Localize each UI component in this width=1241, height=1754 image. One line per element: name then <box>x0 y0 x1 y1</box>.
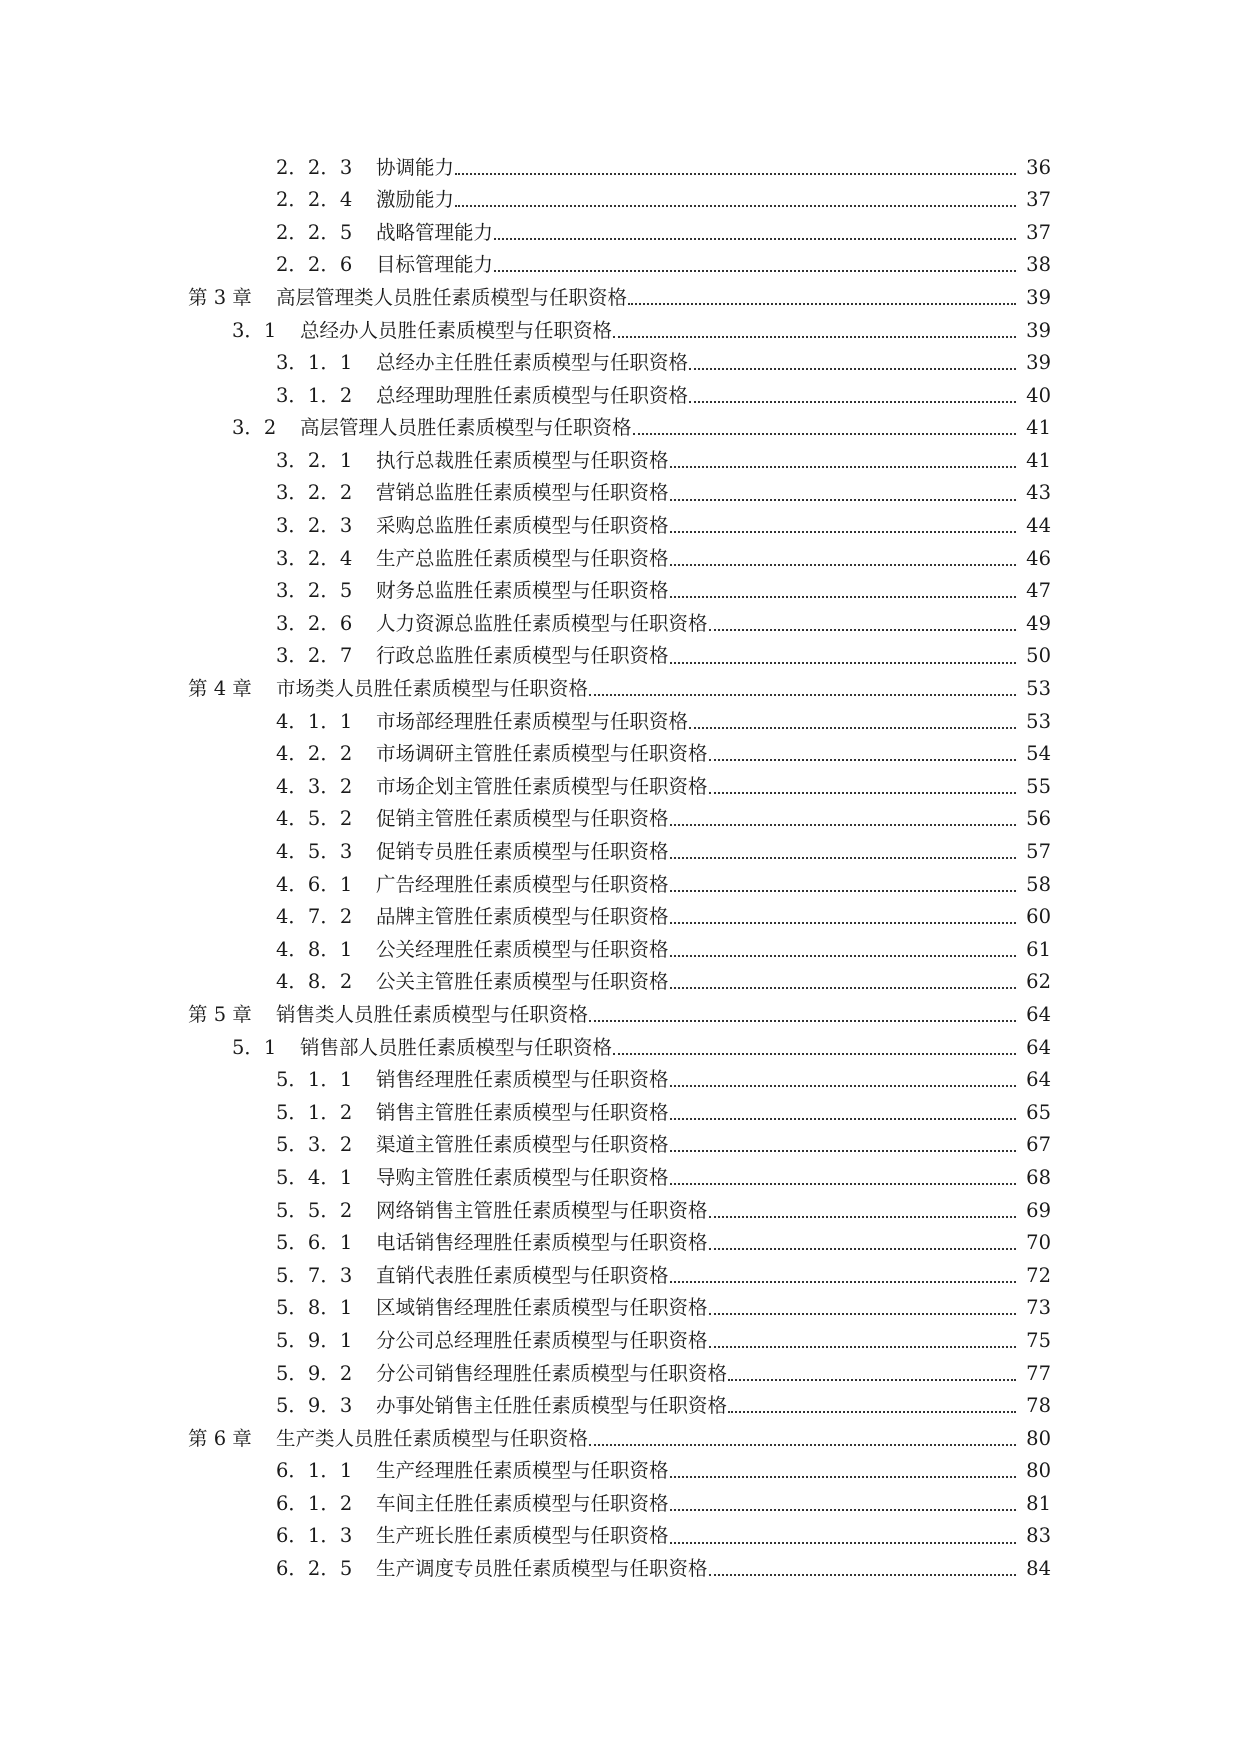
toc-entry-title: 网络销售主管胜任素质模型与任职资格 <box>376 1198 708 1222</box>
toc-dot-leader <box>670 823 1016 826</box>
toc-entry-page: 64 <box>1026 1002 1051 1026</box>
toc-entry-title: 销售经理胜任素质模型与任职资格 <box>376 1068 669 1092</box>
toc-entry-page: 62 <box>1026 970 1051 994</box>
toc-dot-leader <box>589 1019 1016 1022</box>
toc-entry-number: 2．2．3 <box>276 155 353 179</box>
toc-entry-number: 3．2．5 <box>276 579 353 603</box>
toc-entry-page: 69 <box>1026 1198 1051 1222</box>
toc-entry-number: 5．9．2 <box>276 1361 353 1385</box>
toc-entry-title: 总经办人员胜任素质模型与任职资格 <box>300 318 613 342</box>
toc-entry-page: 58 <box>1026 872 1051 896</box>
toc-entry[interactable] <box>0 835 1241 868</box>
toc-entry-title: 办事处销售主任胜任素质模型与任职资格 <box>376 1394 728 1418</box>
toc-entry-page: 64 <box>1026 1068 1051 1092</box>
toc-entry-number: 5．8．1 <box>276 1296 353 1320</box>
toc-dot-leader <box>670 530 1016 533</box>
toc-entry-number: 4．3．2 <box>276 774 353 798</box>
toc-entry[interactable] <box>0 640 1241 673</box>
toc-entry-title: 生产类人员胜任素质模型与任职资格 <box>276 1426 589 1450</box>
toc-entry[interactable] <box>0 803 1241 836</box>
toc-entry-number: 2．2．5 <box>276 220 353 244</box>
toc-entry-title: 销售主管胜任素质模型与任职资格 <box>376 1100 669 1124</box>
toc-dot-leader <box>670 1280 1016 1283</box>
table-of-contents <box>0 151 1241 1585</box>
toc-entry-page: 53 <box>1026 677 1051 701</box>
toc-entry[interactable] <box>0 738 1241 771</box>
toc-dot-leader <box>455 204 1016 207</box>
toc-entry-page: 83 <box>1026 1524 1051 1548</box>
toc-entry-number: 6．2．5 <box>276 1557 353 1581</box>
toc-entry-title: 采购总监胜任素质模型与任职资格 <box>376 514 669 538</box>
toc-entry-title: 市场企划主管胜任素质模型与任职资格 <box>376 774 708 798</box>
toc-dot-leader <box>709 1215 1016 1218</box>
toc-entry[interactable] <box>0 1227 1241 1260</box>
toc-entry-number: 6．1．2 <box>276 1491 353 1515</box>
toc-entry-page: 38 <box>1026 253 1051 277</box>
toc-entry-number: 4．8．1 <box>276 937 353 961</box>
toc-entry-title: 高层管理人员胜任素质模型与任职资格 <box>300 416 632 440</box>
toc-entry[interactable] <box>0 347 1241 380</box>
toc-entry-title: 区域销售经理胜任素质模型与任职资格 <box>376 1296 708 1320</box>
toc-entry-page: 49 <box>1026 611 1051 635</box>
toc-entry-number: 6．1．3 <box>276 1524 353 1548</box>
toc-entry[interactable] <box>0 1064 1241 1097</box>
toc-entry-page: 64 <box>1026 1035 1051 1059</box>
toc-entry-number: 第 6 章 <box>188 1426 252 1450</box>
toc-entry-title: 品牌主管胜任素质模型与任职资格 <box>376 905 669 929</box>
toc-entry-title: 财务总监胜任素质模型与任职资格 <box>376 579 669 603</box>
toc-entry[interactable] <box>0 966 1241 999</box>
toc-entry-title: 分公司总经理胜任素质模型与任职资格 <box>376 1328 708 1352</box>
toc-entry-page: 73 <box>1026 1296 1051 1320</box>
toc-dot-leader <box>633 432 1016 435</box>
toc-entry-number: 3．2．3 <box>276 514 353 538</box>
toc-entry[interactable] <box>0 510 1241 543</box>
toc-entry[interactable] <box>0 868 1241 901</box>
toc-entry[interactable] <box>0 542 1241 575</box>
toc-entry-page: 39 <box>1026 351 1051 375</box>
toc-entry-number: 3．2．7 <box>276 644 353 668</box>
toc-entry-title: 广告经理胜任素质模型与任职资格 <box>376 872 669 896</box>
toc-entry-title: 生产经理胜任素质模型与任职资格 <box>376 1459 669 1483</box>
toc-entry-title: 促销专员胜任素质模型与任职资格 <box>376 840 669 864</box>
toc-dot-leader <box>589 693 1016 696</box>
toc-entry-number: 5．4．1 <box>276 1165 353 1189</box>
toc-entry-title: 市场部经理胜任素质模型与任职资格 <box>376 709 689 733</box>
toc-entry[interactable] <box>0 477 1241 510</box>
toc-dot-leader <box>709 1312 1016 1315</box>
toc-entry-number: 4．5．3 <box>276 840 353 864</box>
toc-entry-title: 生产总监胜任素质模型与任职资格 <box>376 546 669 570</box>
toc-entry[interactable] <box>0 314 1241 347</box>
toc-dot-leader <box>455 172 1016 175</box>
toc-entry-number: 4．2．2 <box>276 742 353 766</box>
toc-entry-number: 5．1．1 <box>276 1068 353 1092</box>
toc-entry[interactable] <box>0 1259 1241 1292</box>
toc-entry-title: 导购主管胜任素质模型与任职资格 <box>376 1165 669 1189</box>
toc-entry[interactable] <box>0 379 1241 412</box>
toc-entry-number: 3．1．2 <box>276 383 353 407</box>
toc-entry-page: 81 <box>1026 1491 1051 1515</box>
toc-entry-number: 5．3．2 <box>276 1133 353 1157</box>
toc-dot-leader <box>689 367 1016 370</box>
toc-entry-number: 2．2．6 <box>276 253 353 277</box>
toc-dot-leader <box>670 1084 1016 1087</box>
toc-entry[interactable] <box>0 1324 1241 1357</box>
toc-entry-page: 41 <box>1026 448 1051 472</box>
toc-dot-leader <box>670 1508 1016 1511</box>
toc-entry-page: 43 <box>1026 481 1051 505</box>
toc-entry-title: 公关经理胜任素质模型与任职资格 <box>376 937 669 961</box>
toc-dot-leader <box>709 758 1016 761</box>
toc-entry[interactable] <box>0 1390 1241 1423</box>
toc-entry-title: 电话销售经理胜任素质模型与任职资格 <box>376 1231 708 1255</box>
toc-entry-page: 80 <box>1026 1426 1051 1450</box>
toc-entry-number: 3．2．2 <box>276 481 353 505</box>
toc-entry[interactable] <box>0 901 1241 934</box>
toc-entry-page: 57 <box>1026 840 1051 864</box>
toc-entry-page: 44 <box>1026 514 1051 538</box>
toc-entry-number: 5．6．1 <box>276 1231 353 1255</box>
toc-entry-number: 3．2．6 <box>276 611 353 635</box>
toc-dot-leader <box>709 1247 1016 1250</box>
toc-entry-number: 5．7．3 <box>276 1263 353 1287</box>
toc-dot-leader <box>670 661 1016 664</box>
toc-entry-page: 77 <box>1026 1361 1051 1385</box>
toc-dot-leader <box>613 1052 1016 1055</box>
toc-entry-title: 生产调度专员胜任素质模型与任职资格 <box>376 1557 708 1581</box>
toc-dot-leader <box>613 335 1016 338</box>
toc-dot-leader <box>670 498 1016 501</box>
toc-entry-page: 53 <box>1026 709 1051 733</box>
toc-entry-number: 5．9．3 <box>276 1394 353 1418</box>
toc-entry-page: 39 <box>1026 285 1051 309</box>
toc-entry-title: 销售部人员胜任素质模型与任职资格 <box>300 1035 613 1059</box>
toc-entry-title: 目标管理能力 <box>376 253 494 277</box>
toc-dot-leader <box>689 726 1016 729</box>
toc-entry[interactable] <box>0 705 1241 738</box>
toc-entry-title: 直销代表胜任素质模型与任职资格 <box>376 1263 669 1287</box>
toc-entry-title: 生产班长胜任素质模型与任职资格 <box>376 1524 669 1548</box>
toc-entry[interactable] <box>0 412 1241 445</box>
toc-entry-number: 5．5．2 <box>276 1198 353 1222</box>
toc-entry-title: 行政总监胜任素质模型与任职资格 <box>376 644 669 668</box>
toc-entry[interactable] <box>0 607 1241 640</box>
toc-entry-page: 54 <box>1026 742 1051 766</box>
toc-entry-number: 3．2 <box>232 416 277 440</box>
toc-entry-number: 5．9．1 <box>276 1328 353 1352</box>
toc-entry-number: 第 3 章 <box>188 285 252 309</box>
toc-dot-leader <box>589 1443 1016 1446</box>
toc-entry[interactable] <box>0 1194 1241 1227</box>
toc-dot-leader <box>670 954 1016 957</box>
toc-dot-leader <box>494 237 1016 240</box>
toc-entry[interactable] <box>0 281 1241 314</box>
toc-entry-page: 78 <box>1026 1394 1051 1418</box>
toc-entry-number: 4．6．1 <box>276 872 353 896</box>
toc-entry-page: 46 <box>1026 546 1051 570</box>
toc-entry-page: 70 <box>1026 1231 1051 1255</box>
toc-dot-leader <box>670 1149 1016 1152</box>
toc-entry[interactable] <box>0 444 1241 477</box>
toc-entry[interactable] <box>0 1357 1241 1390</box>
toc-entry-number: 2．2．4 <box>276 188 353 212</box>
toc-entry-page: 40 <box>1026 383 1051 407</box>
toc-dot-leader <box>670 1475 1016 1478</box>
toc-entry-page: 84 <box>1026 1557 1051 1581</box>
toc-entry[interactable] <box>0 1096 1241 1129</box>
toc-entry-number: 3．1．1 <box>276 351 353 375</box>
toc-entry-page: 68 <box>1026 1165 1051 1189</box>
toc-entry-title: 执行总裁胜任素质模型与任职资格 <box>376 448 669 472</box>
toc-entry-page: 65 <box>1026 1100 1051 1124</box>
toc-dot-leader <box>670 1541 1016 1544</box>
toc-dot-leader <box>709 628 1016 631</box>
toc-entry[interactable] <box>0 249 1241 282</box>
toc-entry-number: 4．5．2 <box>276 807 353 831</box>
toc-dot-leader <box>728 1410 1016 1413</box>
toc-entry[interactable] <box>0 1161 1241 1194</box>
toc-entry-page: 47 <box>1026 579 1051 603</box>
toc-dot-leader <box>494 269 1016 272</box>
toc-entry-number: 3．2．4 <box>276 546 353 570</box>
toc-entry-page: 50 <box>1026 644 1051 668</box>
toc-entry-title: 促销主管胜任素质模型与任职资格 <box>376 807 669 831</box>
toc-entry-title: 销售类人员胜任素质模型与任职资格 <box>276 1002 589 1026</box>
toc-entry-number: 5．1 <box>232 1035 277 1059</box>
toc-entry-number: 4．7．2 <box>276 905 353 929</box>
toc-entry-title: 营销总监胜任素质模型与任职资格 <box>376 481 669 505</box>
toc-entry[interactable] <box>0 216 1241 249</box>
toc-entry-page: 36 <box>1026 155 1051 179</box>
toc-entry-page: 37 <box>1026 188 1051 212</box>
toc-entry-page: 55 <box>1026 774 1051 798</box>
toc-entry-title: 车间主任胜任素质模型与任职资格 <box>376 1491 669 1515</box>
toc-dot-leader <box>709 1345 1016 1348</box>
toc-entry-number: 5．1．2 <box>276 1100 353 1124</box>
toc-dot-leader <box>670 921 1016 924</box>
toc-entry-page: 39 <box>1026 318 1051 342</box>
toc-entry[interactable] <box>0 575 1241 608</box>
toc-entry-title: 高层管理类人员胜任素质模型与任职资格 <box>276 285 628 309</box>
toc-entry[interactable] <box>0 1129 1241 1162</box>
toc-dot-leader <box>670 465 1016 468</box>
toc-entry[interactable] <box>0 1520 1241 1553</box>
toc-entry[interactable] <box>0 770 1241 803</box>
toc-entry-title: 协调能力 <box>376 155 455 179</box>
toc-entry-number: 4．8．2 <box>276 970 353 994</box>
toc-entry-title: 激励能力 <box>376 188 455 212</box>
toc-entry-title: 渠道主管胜任素质模型与任职资格 <box>376 1133 669 1157</box>
toc-entry-page: 72 <box>1026 1263 1051 1287</box>
toc-entry-title: 市场调研主管胜任素质模型与任职资格 <box>376 742 708 766</box>
toc-entry[interactable] <box>0 184 1241 217</box>
toc-entry-page: 75 <box>1026 1328 1051 1352</box>
toc-entry[interactable] <box>0 1292 1241 1325</box>
toc-entry[interactable] <box>0 933 1241 966</box>
toc-dot-leader <box>709 1573 1016 1576</box>
toc-entry[interactable] <box>0 1455 1241 1488</box>
toc-entry-page: 80 <box>1026 1459 1051 1483</box>
toc-dot-leader <box>728 1378 1016 1381</box>
toc-entry-page: 56 <box>1026 807 1051 831</box>
toc-dot-leader <box>670 856 1016 859</box>
toc-entry-page: 37 <box>1026 220 1051 244</box>
toc-entry[interactable] <box>0 1553 1241 1586</box>
toc-entry-number: 第 4 章 <box>188 677 252 701</box>
toc-entry-page: 41 <box>1026 416 1051 440</box>
toc-entry[interactable] <box>0 673 1241 706</box>
toc-entry-page: 67 <box>1026 1133 1051 1157</box>
toc-dot-leader <box>628 302 1016 305</box>
toc-dot-leader <box>670 1117 1016 1120</box>
toc-entry[interactable] <box>0 1487 1241 1520</box>
toc-entry-number: 6．1．1 <box>276 1459 353 1483</box>
toc-dot-leader <box>709 791 1016 794</box>
toc-entry-title: 公关主管胜任素质模型与任职资格 <box>376 970 669 994</box>
toc-dot-leader <box>670 563 1016 566</box>
toc-entry-title: 战略管理能力 <box>376 220 494 244</box>
toc-entry-number: 第 5 章 <box>188 1002 252 1026</box>
toc-entry-title: 人力资源总监胜任素质模型与任职资格 <box>376 611 708 635</box>
toc-entry[interactable] <box>0 151 1241 184</box>
toc-entry[interactable] <box>0 1031 1241 1064</box>
toc-entry-title: 市场类人员胜任素质模型与任职资格 <box>276 677 589 701</box>
toc-entry[interactable] <box>0 1422 1241 1455</box>
toc-entry-title: 分公司销售经理胜任素质模型与任职资格 <box>376 1361 728 1385</box>
toc-entry-number: 4．1．1 <box>276 709 353 733</box>
toc-entry-number: 3．2．1 <box>276 448 353 472</box>
toc-entry-number: 3．1 <box>232 318 277 342</box>
toc-dot-leader <box>670 1182 1016 1185</box>
toc-dot-leader <box>670 986 1016 989</box>
toc-dot-leader <box>670 889 1016 892</box>
toc-dot-leader <box>670 595 1016 598</box>
toc-entry-page: 61 <box>1026 937 1051 961</box>
toc-entry-title: 总经理助理胜任素质模型与任职资格 <box>376 383 689 407</box>
toc-entry-page: 60 <box>1026 905 1051 929</box>
toc-entry[interactable] <box>0 998 1241 1031</box>
toc-dot-leader <box>689 400 1016 403</box>
toc-entry-title: 总经办主任胜任素质模型与任职资格 <box>376 351 689 375</box>
